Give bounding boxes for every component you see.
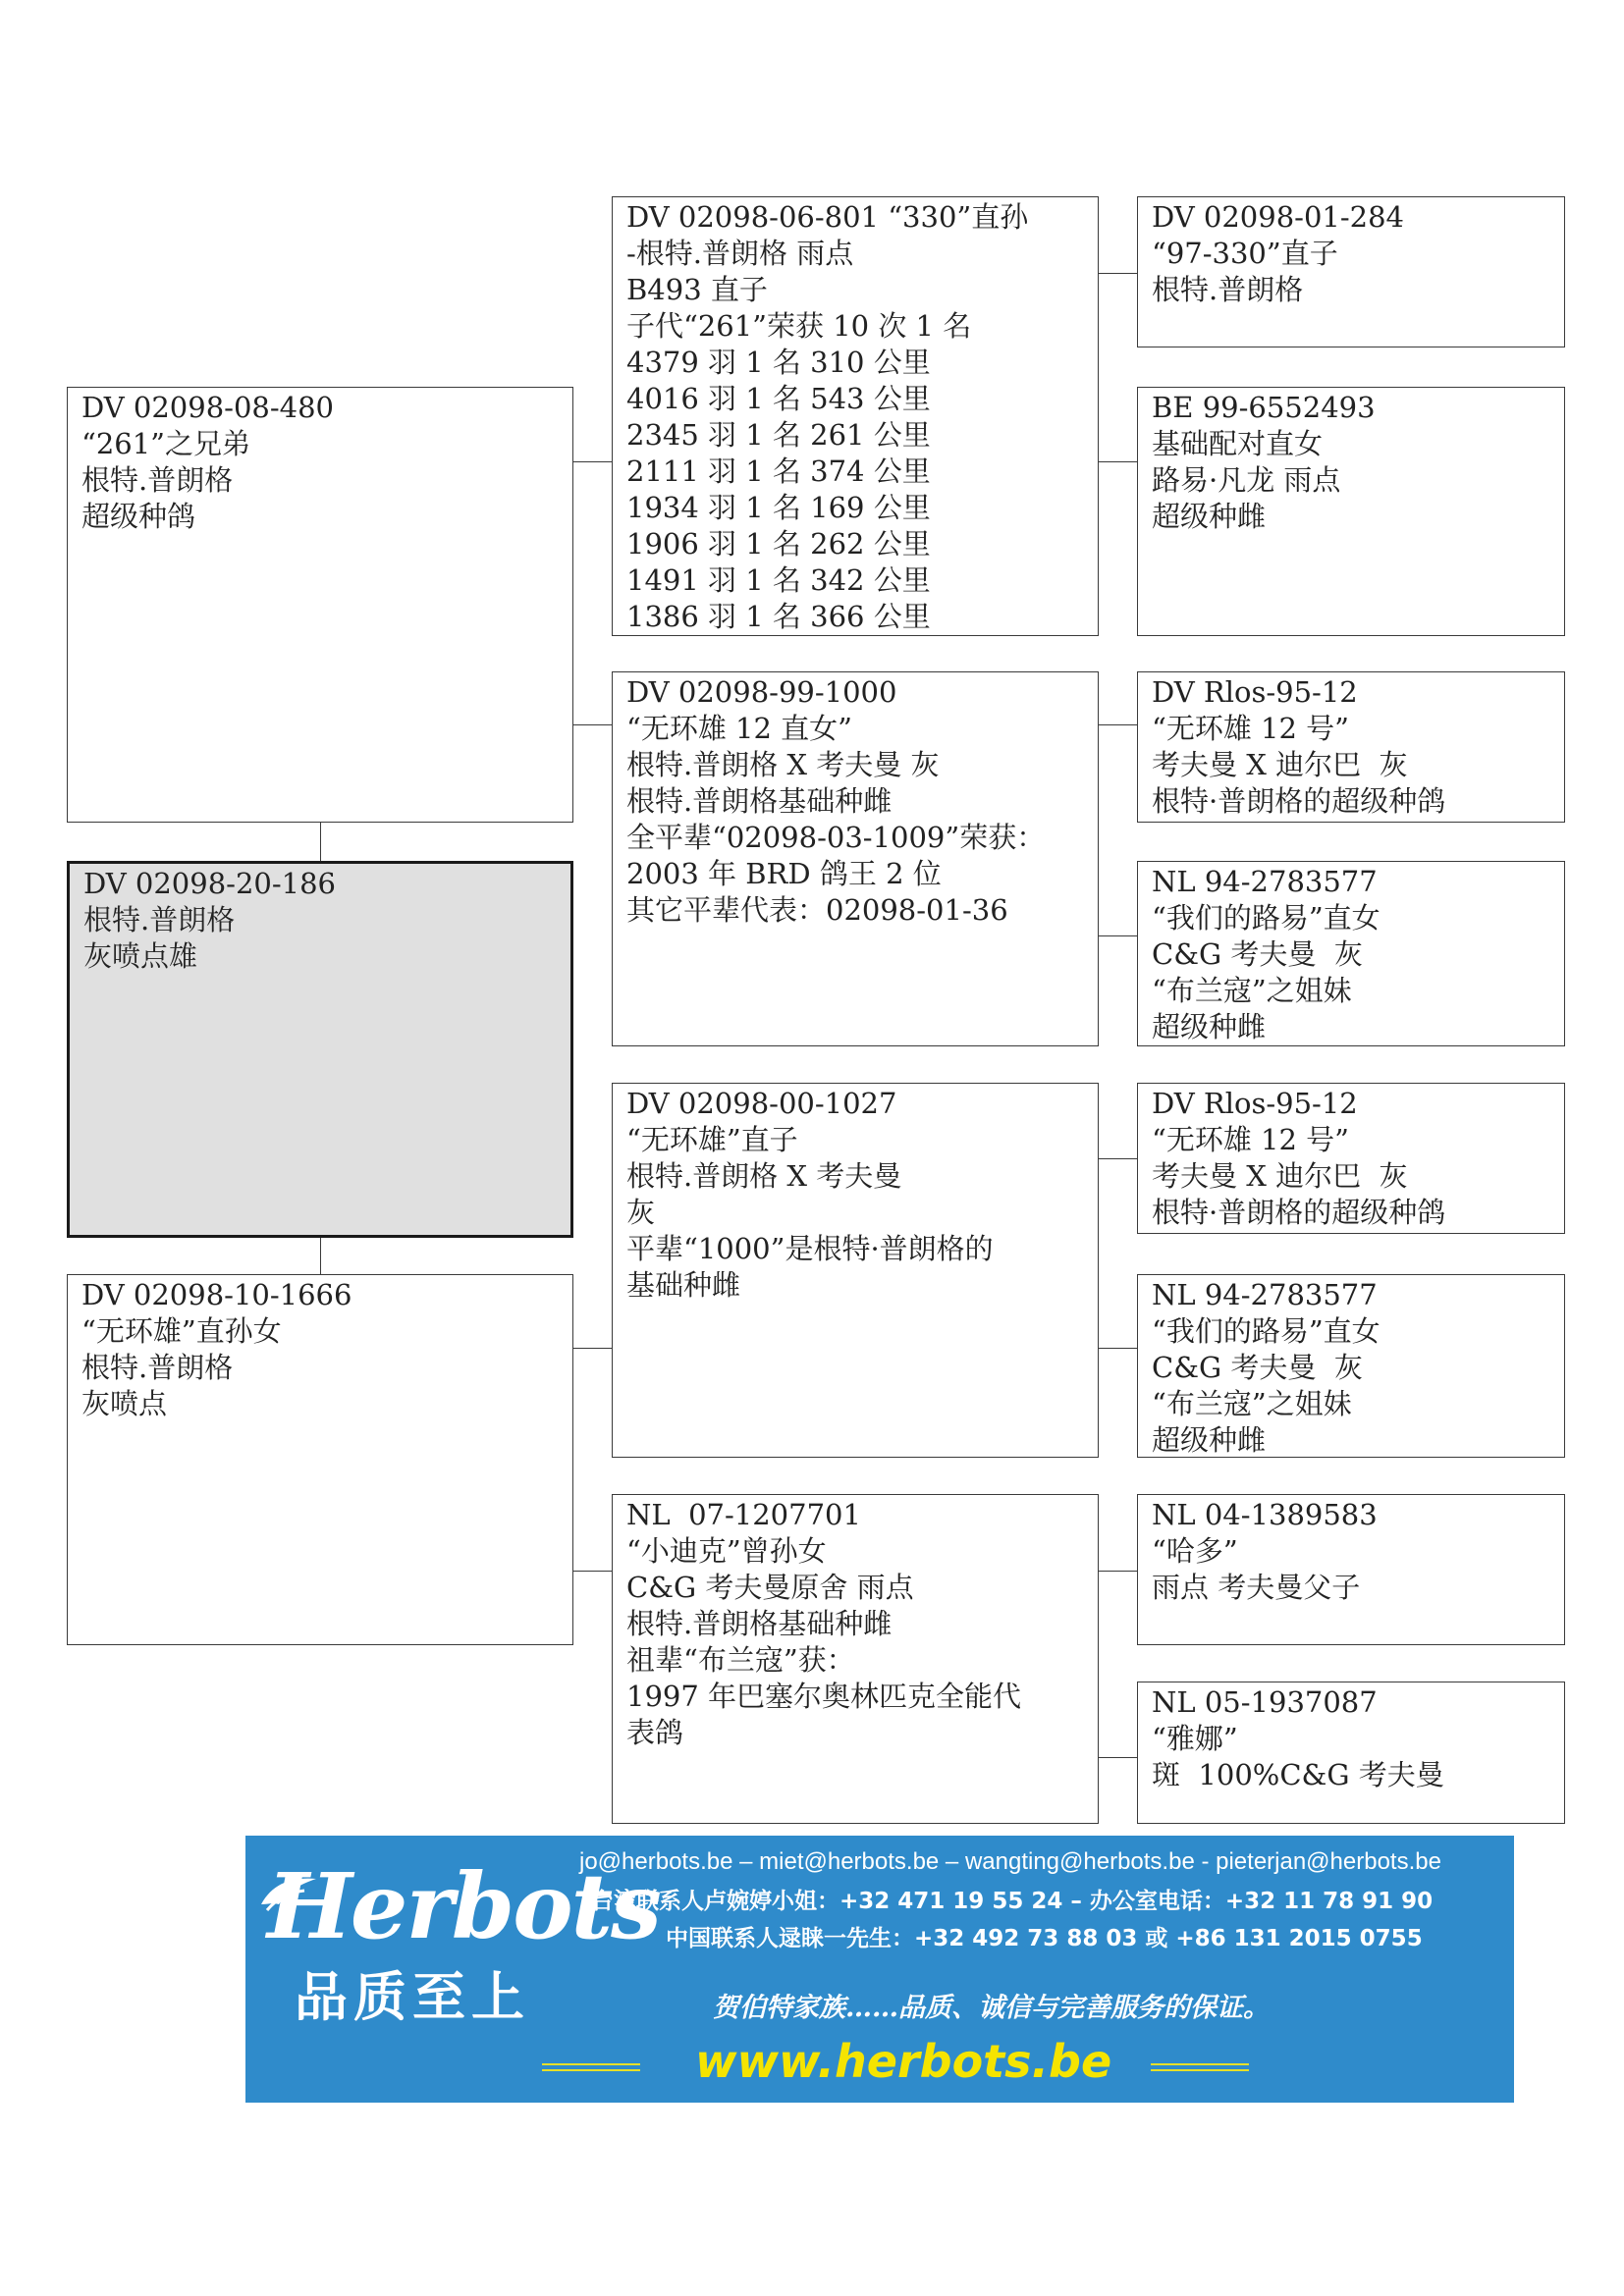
pedigree-line: C&G 考夫曼 灰 bbox=[1152, 1351, 1363, 1384]
pedigree-line: 2345 羽 1 名 261 公里 bbox=[626, 418, 931, 452]
pedigree-line: 根特·普朗格的超级种鸽 bbox=[1152, 784, 1446, 818]
pedigree-line: 1934 羽 1 名 169 公里 bbox=[626, 491, 931, 524]
contact-china: 中国联系人逯睐一先生：+32 492 73 88 03 或 +86 131 2015 0755 bbox=[666, 1926, 1423, 1951]
pedigree-line: 子代“261”荣获 10 次 1 名 bbox=[626, 309, 972, 343]
pedigree-line: 平辈“1000”是根特·普朗格的 bbox=[626, 1232, 994, 1265]
ggp6-box bbox=[1137, 1274, 1565, 1458]
pedigree-line: “无环雄 12 号” bbox=[1152, 712, 1349, 745]
pedigree-line: 根特.普朗格 bbox=[81, 463, 234, 497]
pedigree-line: 考夫曼 X 迪尔巴 灰 bbox=[1152, 1159, 1408, 1193]
connector-dd-to-ggp7 bbox=[1099, 1571, 1137, 1572]
pedigree-line: 超级种雌 bbox=[1152, 500, 1267, 533]
pedigree-line: 全平辈“02098-03-1009”荣获： bbox=[626, 821, 1046, 854]
connector-ss-to-ggp1 bbox=[1099, 273, 1137, 274]
ggp4-box bbox=[1137, 861, 1565, 1046]
connector-ss-to-ggp2 bbox=[1099, 461, 1137, 462]
pedigree-line: 4016 羽 1 名 543 公里 bbox=[626, 382, 931, 415]
pedigree-line: “261”之兄弟 bbox=[81, 427, 251, 460]
guarantee-text: 贺伯特家族……品质、诚信与完善服务的保证。 bbox=[713, 1993, 1270, 2023]
pedigree-line: “我们的路易”直女 bbox=[1152, 901, 1380, 934]
connector-sire-to-sire-dam bbox=[573, 724, 612, 725]
pedigree-line: “雅娜” bbox=[1152, 1722, 1238, 1755]
connector-dd-to-ggp8 bbox=[1099, 1757, 1137, 1758]
pedigree-line: 超级种鸽 bbox=[81, 500, 196, 533]
pedigree-line: 灰喷点 bbox=[81, 1387, 168, 1420]
connector-subject-dam bbox=[320, 1238, 321, 1274]
pedigree-line: “布兰寇”之姐妹 bbox=[1152, 1387, 1352, 1420]
pedigree-line: DV Rlos-95-12 bbox=[1152, 675, 1358, 709]
sire-box bbox=[67, 387, 573, 823]
pedigree-line: 祖辈“布兰寇”获： bbox=[626, 1643, 855, 1677]
pedigree-line: C&G 考夫曼 灰 bbox=[1152, 937, 1363, 971]
pedigree-line: 1491 羽 1 名 342 公里 bbox=[626, 563, 931, 597]
pedigree-line: 其它平辈代表：02098-01-36 bbox=[626, 893, 1008, 927]
pedigree-line: 路易·凡龙 雨点 bbox=[1152, 463, 1341, 497]
dam-sire-box bbox=[612, 1083, 1099, 1458]
pedigree-line: 斑 100%C&G 考夫曼 bbox=[1152, 1758, 1444, 1791]
pedigree-line: 表鸽 bbox=[626, 1716, 684, 1749]
pedigree-line: B493 直子 bbox=[626, 273, 768, 306]
pedigree-line: 根特.普朗格 X 考夫曼 灰 bbox=[626, 748, 940, 781]
pedigree-line: 超级种雌 bbox=[1152, 1010, 1267, 1043]
pedigree-line: “布兰寇”之姐妹 bbox=[1152, 974, 1352, 1007]
pedigree-line: 基础种雌 bbox=[626, 1268, 741, 1302]
pedigree-line: 根特.普朗格 bbox=[1152, 273, 1304, 306]
pedigree-line: “无环雄”直子 bbox=[626, 1123, 798, 1156]
connector-dam-to-dam-sire bbox=[573, 1348, 612, 1349]
ggp1-box bbox=[1137, 196, 1565, 347]
pedigree-line: DV 02098-99-1000 bbox=[626, 675, 897, 709]
ggp5-box bbox=[1137, 1083, 1565, 1234]
banner-slogan: 品质至上 bbox=[295, 1966, 530, 2028]
pedigree-line: C&G 考夫曼原舍 雨点 bbox=[626, 1571, 914, 1604]
ggp7-box bbox=[1137, 1494, 1565, 1645]
pedigree-line: 根特.普朗格 X 考夫曼 bbox=[626, 1159, 902, 1193]
connector-sd-to-ggp4 bbox=[1099, 935, 1137, 936]
connector-ds-to-ggp6 bbox=[1099, 1348, 1137, 1349]
connector-dam-to-dam-dam bbox=[573, 1571, 612, 1572]
connector-sd-to-ggp3 bbox=[1099, 724, 1137, 725]
pedigree-line: 根特.普朗格 bbox=[83, 903, 236, 936]
pedigree-line: 考夫曼 X 迪尔巴 灰 bbox=[1152, 748, 1408, 781]
pedigree-line: NL 94-2783577 bbox=[1152, 1278, 1378, 1311]
decor-line-left bbox=[542, 2063, 640, 2065]
sire-dam-box bbox=[612, 671, 1099, 1046]
subject-box bbox=[67, 861, 573, 1238]
pedigree-line: 根特·普朗格的超级种鸽 bbox=[1152, 1196, 1446, 1229]
decor-line-left-2 bbox=[542, 2069, 640, 2071]
pedigree-line: “无环雄 12 直女” bbox=[626, 712, 852, 745]
pedigree-line: “小迪克”曾孙女 bbox=[626, 1534, 827, 1568]
pedigree-line: “我们的路易”直女 bbox=[1152, 1314, 1380, 1348]
connector-ds-to-ggp5 bbox=[1099, 1158, 1137, 1159]
sire-sire-box bbox=[612, 196, 1099, 636]
pedigree-line: DV 02098-06-801 “330”直孙 bbox=[626, 200, 1029, 234]
pedigree-line: 根特.普朗格 bbox=[81, 1351, 234, 1384]
pedigree-line: 灰 bbox=[626, 1196, 656, 1229]
contact-emails: jo@herbots.be – miet@herbots.be – wangting@herbots.be - pieterjan@herbots.be bbox=[579, 1848, 1441, 1875]
pedigree-line: DV Rlos-95-12 bbox=[1152, 1087, 1358, 1120]
pedigree-line: 2111 羽 1 名 374 公里 bbox=[626, 454, 931, 488]
pedigree-line: DV 02098-00-1027 bbox=[626, 1087, 897, 1120]
decor-line-right bbox=[1151, 2063, 1249, 2065]
pedigree-line: 灰喷点雄 bbox=[83, 939, 198, 973]
herbots-logo: Herbots bbox=[267, 1853, 660, 1959]
pedigree-line: 1906 羽 1 名 262 公里 bbox=[626, 527, 931, 561]
pedigree-line: 超级种雌 bbox=[1152, 1423, 1267, 1457]
pedigree-line: DV 02098-20-186 bbox=[83, 867, 337, 900]
decor-line-right-2 bbox=[1151, 2069, 1249, 2071]
ggp8-box bbox=[1137, 1682, 1565, 1824]
pedigree-line: -根特.普朗格 雨点 bbox=[626, 237, 854, 270]
pedigree-line: 根特.普朗格基础种雌 bbox=[626, 1607, 893, 1640]
pedigree-line: NL 07-1207701 bbox=[626, 1498, 861, 1531]
ggp3-box bbox=[1137, 671, 1565, 823]
pedigree-line: NL 94-2783577 bbox=[1152, 865, 1378, 898]
pedigree-line: NL 05-1937087 bbox=[1152, 1685, 1378, 1719]
pedigree-line: DV 02098-08-480 bbox=[81, 391, 335, 424]
pedigree-line: NL 04-1389583 bbox=[1152, 1498, 1378, 1531]
pedigree-line: 根特.普朗格基础种雌 bbox=[626, 784, 893, 818]
dam-dam-box bbox=[612, 1494, 1099, 1824]
pedigree-line: 基础配对直女 bbox=[1152, 427, 1324, 460]
connector-sire-to-sire-sire bbox=[573, 461, 612, 462]
pedigree-line: 1997 年巴塞尔奥林匹克全能代 bbox=[626, 1680, 1022, 1713]
pedigree-line: 雨点 考夫曼父子 bbox=[1152, 1571, 1361, 1604]
dam-box bbox=[67, 1274, 573, 1645]
website-link[interactable]: www.herbots.be bbox=[695, 2035, 1112, 2088]
pedigree-line: BE 99-6552493 bbox=[1152, 391, 1376, 424]
ggp2-box bbox=[1137, 387, 1565, 636]
pedigree-line: DV 02098-01-284 bbox=[1152, 200, 1405, 234]
pedigree-line: “无环雄”直孙女 bbox=[81, 1314, 282, 1348]
pedigree-line: “无环雄 12 号” bbox=[1152, 1123, 1349, 1156]
herbots-banner bbox=[245, 1836, 1514, 2103]
pedigree-line: 2003 年 BRD 鸽王 2 位 bbox=[626, 857, 942, 890]
connector-sire-subject bbox=[320, 823, 321, 861]
pedigree-line: “哈多” bbox=[1152, 1534, 1238, 1568]
pedigree-line: 4379 羽 1 名 310 公里 bbox=[626, 346, 931, 379]
pedigree-line: 1386 羽 1 名 366 公里 bbox=[626, 600, 931, 633]
pedigree-line: “97-330”直子 bbox=[1152, 237, 1338, 270]
pedigree-line: DV 02098-10-1666 bbox=[81, 1278, 352, 1311]
contact-taiwan: 台湾联系人卢婉婷小姐：+32 471 19 55 24 – 办公室电话：+32 11 78 91 90 bbox=[591, 1889, 1434, 1914]
